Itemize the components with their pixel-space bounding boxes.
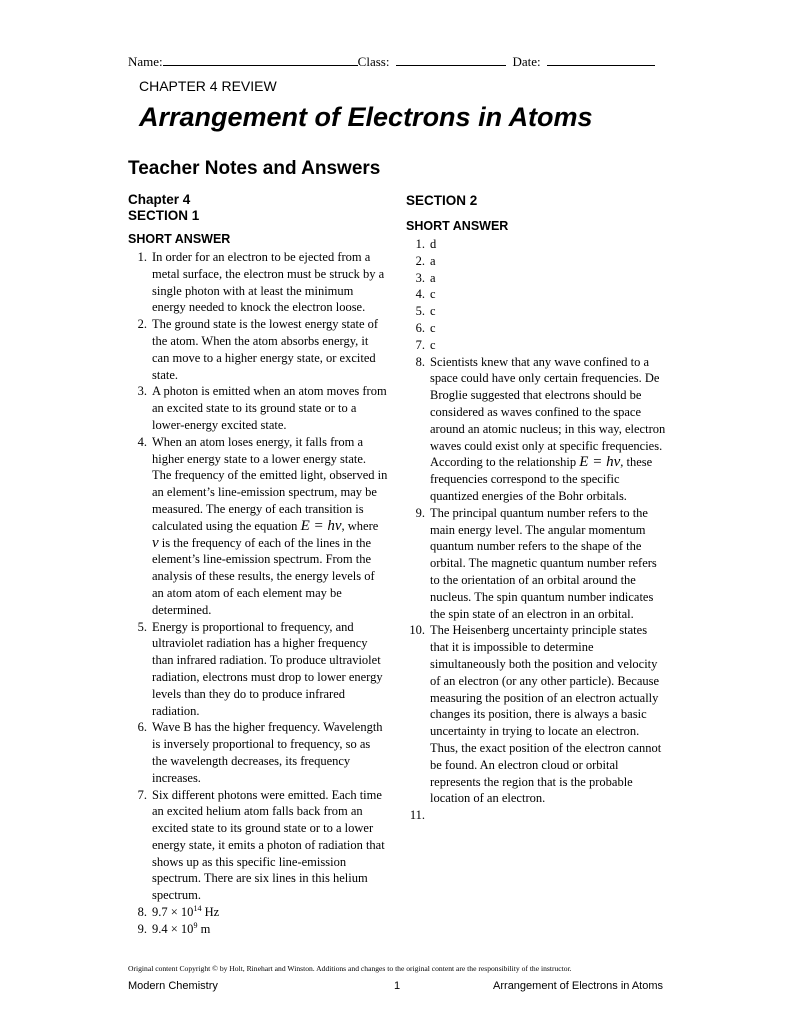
answer-item: 5. Energy is proportional to frequency, and ultraviolet radiation has a higher frequency than infrared radiation. To produce ultraviolet radiation, electrons must drop to lower energy levels than they do to produce infrared radiation. <box>137 619 383 718</box>
answer-item: 3. a <box>415 270 436 285</box>
frequency-symbol: ν <box>152 534 159 551</box>
page-footer <box>128 980 663 994</box>
date-blank <box>547 52 655 66</box>
student-info-line <box>128 52 668 70</box>
footer-chapter-title: Arrangement of Electrons in Atoms <box>493 980 663 992</box>
answer-item: 10. The Heisenberg uncertainty principle states that it is impossible to determine simultaneously both the position and velocity of an electron (or any other particle). Because measuring the position of an electron actually changes its position, there is always a basic uncertainty in trying to locate an electron. Thus, the exact position of the electron cannot be found. An electron cloud or orbital represents the region that is the probable location of an electron. <box>409 623 662 806</box>
answer-item: 9. The principal quantum number refers to the main energy level. The angular momentum quantum number refers to the shape of the orbital. The magnetic quantum number refers to the orientation of an orbital around the nucleus. The spin quantum number indicates the spin state of an electron in an orbital. <box>415 505 657 621</box>
section-2-answer-list: 1. d 2. a 3. a 4. c 5. c 6. c 7. c 8. Scientists knew that any wave confined to a space could have only certain frequencies. De Broglie suggested that electrons should be considered as waves confined to the space around an atomic nucleus; in this way, electron waves could exist only at specific frequencies. According to the relationship E = hν, these frequencies correspond to the specific quantized energies of the Bohr orbitals. 9. The principal quantum number refers to the main energy level. The angular momentum quantum number refers to the shape of the orbital. The magnetic quantum number refers to the orientation of an orbital around the nucleus. The spin quantum number indicates the spin state of an electron in an orbital. 10. The Heisenberg uncertainty principle states that it is impossible to determine simultaneously both the position and velocity of an electron (or any other particle). Because measuring the position of an electron actually changes its position, there is always a basic uncertainty in trying to locate an electron. Thus, the exact position of the electron cannot be found. An electron cloud or orbital represents the region that is the probable location of an electron. 11. <box>406 236 666 807</box>
answer-item: 1. d <box>415 237 437 251</box>
document-subtitle: Teacher Notes and Answers <box>128 158 381 179</box>
section-1-heading: SECTION 1 <box>128 208 200 223</box>
date-label: Date: <box>512 54 541 69</box>
footer-book-title: Modern Chemistry <box>128 980 218 992</box>
name-label: Name: <box>128 54 163 69</box>
short-answer-heading: SHORT ANSWER <box>128 232 231 246</box>
answer-item: 4. When an atom loses energy, it falls from a higher energy state to a lower energy state. The frequency of the emitted light, observed in an element’s line-emission spectrum, may be measured. The energy of each transition is calculated using the equation E = hν, where ν is the frequency of each of the lines in the element’s line-emission spectrum. From the analysis of these results, the energy levels of an atom atom of each element may be determined. <box>137 434 388 617</box>
answer-item: 2. The ground state is the lowest energy state of the atom. When the atom absorbs energy, it can move to a higher energy state, or excited state. <box>137 317 379 382</box>
copyright-notice: Original content Copyright © by Holt, Rinehart and Winston. Additions and changes to the original content are the responsibility of the instructor. <box>128 964 572 973</box>
answer-item: 3. A photon is emitted when an atom moves from an excited state to its ground state or to a lower-energy excited state. <box>137 384 387 432</box>
energy-equation: E = hν <box>579 454 621 471</box>
document-title: Arrangement of Electrons in Atoms <box>139 102 593 132</box>
chapter-heading: Chapter 4 <box>128 192 191 207</box>
section-2-heading: SECTION 2 <box>406 193 478 208</box>
class-blank <box>396 52 506 66</box>
answer-item: 7. c <box>415 337 436 352</box>
answer-item: 8. $9.7 \times 10^{14}$ Hz <box>137 904 220 920</box>
answer-item: 6. Wave B has the higher frequency. Wavelength is inversely proportional to frequency, so as the wavelength decreases, its frequency increases. <box>137 720 383 785</box>
chapter-review-label: CHAPTER 4 REVIEW <box>139 78 277 94</box>
answer-item: 5. c <box>415 304 436 319</box>
name-blank <box>163 52 358 66</box>
answer-item: 1. In order for an electron to be ejected from a metal surface, the electron must be struck by a single photon with at least the minimum energy needed to knock the electron loose. <box>137 250 385 315</box>
answer-item: 4. c <box>415 287 436 302</box>
section-2-column <box>406 193 666 823</box>
answer-item: 8. Scientists knew that any wave confined to a space could have only certain frequencies. De Broglie suggested that electrons should be considered as waves confined to the space around an atomic nucleus; in this way, electron waves could exist only at specific frequencies. According to the relationship E = hν, these frequencies correspond to the specific quantized energies of the Bohr orbitals. <box>415 354 666 503</box>
section-1-answer-list <box>128 249 388 938</box>
energy-equation: E = hν <box>300 517 342 534</box>
class-label: Class: <box>357 54 390 69</box>
answer-item: 2. a <box>415 253 436 268</box>
short-answer-heading: SHORT ANSWER <box>406 219 509 233</box>
answer-item: 9. $9.4 \times 10^9$ m <box>137 920 211 936</box>
answer-item: 6. c <box>415 320 436 335</box>
answer-item: 7. Six different photons were emitted. Each time an excited helium atom falls back from an excited state to its ground state or to a lower energy state, it emits a photon of radiation that shows up as this specific line-emission spectrum. There are six lines in this helium spectrum. <box>137 787 385 903</box>
footer-page-number: 1 <box>394 980 401 992</box>
section-1-column <box>128 192 388 938</box>
